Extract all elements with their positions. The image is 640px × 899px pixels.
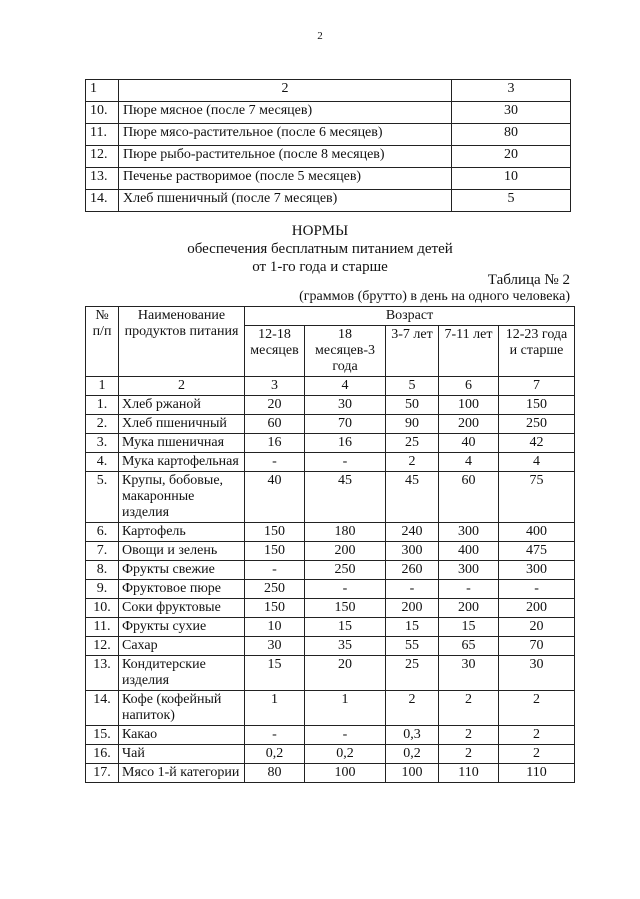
row-number: 16. bbox=[86, 745, 119, 764]
product-name: Кондитерские изделия bbox=[119, 656, 245, 691]
norm-value: 100 bbox=[386, 764, 439, 783]
norm-value: 20 bbox=[305, 656, 386, 691]
product-name: Мясо 1-й категории bbox=[119, 764, 245, 783]
norm-value: 4 bbox=[499, 453, 575, 472]
norm-value: 0,2 bbox=[305, 745, 386, 764]
row-number: 1. bbox=[86, 396, 119, 415]
product-name: Печенье растворимое (после 5 месяцев) bbox=[119, 168, 452, 190]
table-header-row bbox=[86, 80, 571, 102]
norm-value: 2 bbox=[386, 453, 439, 472]
row-number: 2. bbox=[86, 415, 119, 434]
row-number: 17. bbox=[86, 764, 119, 783]
table-row bbox=[86, 745, 575, 764]
product-name: Мука картофельная bbox=[119, 453, 245, 472]
norm-value: 15 bbox=[245, 656, 305, 691]
header-cell: 3 bbox=[452, 80, 571, 102]
norm-value: 15 bbox=[305, 618, 386, 637]
row-number: 10. bbox=[86, 599, 119, 618]
norm-value: - bbox=[245, 453, 305, 472]
page-number: 2 bbox=[317, 30, 323, 42]
norm-value: 2 bbox=[499, 745, 575, 764]
index-cell: 2 bbox=[119, 377, 245, 396]
norm-value: 55 bbox=[386, 637, 439, 656]
table-row bbox=[86, 691, 575, 726]
table-row bbox=[86, 523, 575, 542]
norm-value: - bbox=[305, 453, 386, 472]
product-name: Фрукты сухие bbox=[119, 618, 245, 637]
norm-value: 0,3 bbox=[386, 726, 439, 745]
header-cell: 2 bbox=[119, 80, 452, 102]
norm-value: 20 bbox=[499, 618, 575, 637]
norm-value: 250 bbox=[499, 415, 575, 434]
row-number: 4. bbox=[86, 453, 119, 472]
norm-value: 80 bbox=[245, 764, 305, 783]
norm-value: 300 bbox=[439, 561, 499, 580]
norm-value: - bbox=[305, 726, 386, 745]
norm-value: 2 bbox=[439, 726, 499, 745]
table-row bbox=[86, 168, 571, 190]
product-name: Какао bbox=[119, 726, 245, 745]
row-number: 6. bbox=[86, 523, 119, 542]
norm-value: - bbox=[305, 580, 386, 599]
product-name: Хлеб ржаной bbox=[119, 396, 245, 415]
norm-value: 2 bbox=[439, 745, 499, 764]
product-name: Хлеб пшеничный (после 7 месяцев) bbox=[119, 190, 452, 212]
norm-value: 42 bbox=[499, 434, 575, 453]
product-name: Сахар bbox=[119, 637, 245, 656]
norm-value: 60 bbox=[245, 415, 305, 434]
norm-value: 475 bbox=[499, 542, 575, 561]
norm-value: 400 bbox=[439, 542, 499, 561]
norm-value: 1 bbox=[245, 691, 305, 726]
norm-value: 2 bbox=[499, 726, 575, 745]
product-name: Фруктовое пюре bbox=[119, 580, 245, 599]
norm-value: 400 bbox=[499, 523, 575, 542]
index-cell: 3 bbox=[245, 377, 305, 396]
norm-value: 16 bbox=[245, 434, 305, 453]
product-name: Овощи и зелень bbox=[119, 542, 245, 561]
table-row bbox=[86, 764, 575, 783]
norm-value: 2 bbox=[499, 691, 575, 726]
product-name: Картофель bbox=[119, 523, 245, 542]
product-name: Крупы, бобовые, макаронные изделия bbox=[119, 472, 245, 523]
row-number: 15. bbox=[86, 726, 119, 745]
norm-value: 100 bbox=[439, 396, 499, 415]
norm-value: 30 bbox=[305, 396, 386, 415]
index-cell: 4 bbox=[305, 377, 386, 396]
row-number: 8. bbox=[86, 561, 119, 580]
header-age-group: 3-7 лет bbox=[386, 326, 439, 377]
row-number: 10. bbox=[86, 102, 119, 124]
product-name: Мука пшеничная bbox=[119, 434, 245, 453]
norm-value: 100 bbox=[305, 764, 386, 783]
table-row bbox=[86, 618, 575, 637]
product-name: Соки фруктовые bbox=[119, 599, 245, 618]
table-row bbox=[86, 453, 575, 472]
norm-value: 180 bbox=[305, 523, 386, 542]
norm-value: 2 bbox=[386, 691, 439, 726]
norm-value: 60 bbox=[439, 472, 499, 523]
row-number: 13. bbox=[86, 656, 119, 691]
norm-value: - bbox=[245, 561, 305, 580]
norm-value: 15 bbox=[439, 618, 499, 637]
norm-value: 200 bbox=[439, 599, 499, 618]
product-value: 80 bbox=[452, 124, 571, 146]
table-continuation bbox=[85, 79, 571, 212]
table-row bbox=[86, 434, 575, 453]
index-cell: 1 bbox=[86, 377, 119, 396]
norm-value: 30 bbox=[499, 656, 575, 691]
product-name: Пюре мясное (после 7 месяцев) bbox=[119, 102, 452, 124]
norm-value: 150 bbox=[305, 599, 386, 618]
table-row bbox=[86, 599, 575, 618]
norm-value: 110 bbox=[499, 764, 575, 783]
product-name: Пюре мясо-растительное (после 6 месяцев) bbox=[119, 124, 452, 146]
norm-value: 150 bbox=[499, 396, 575, 415]
index-cell: 6 bbox=[439, 377, 499, 396]
table-row bbox=[86, 190, 571, 212]
units-note: (граммов (брутто) в день на одного человека) bbox=[299, 289, 570, 304]
row-number: 5. bbox=[86, 472, 119, 523]
norm-value: 25 bbox=[386, 434, 439, 453]
row-number: 12. bbox=[86, 146, 119, 168]
norms-table bbox=[85, 306, 575, 783]
norm-value: 4 bbox=[439, 453, 499, 472]
norm-value: 70 bbox=[499, 637, 575, 656]
product-name: Фрукты свежие bbox=[119, 561, 245, 580]
product-value: 10 bbox=[452, 168, 571, 190]
header-age-group: 12-18 месяцев bbox=[245, 326, 305, 377]
table-row bbox=[86, 656, 575, 691]
product-value: 20 bbox=[452, 146, 571, 168]
norm-value: 20 bbox=[245, 396, 305, 415]
norm-value: 10 bbox=[245, 618, 305, 637]
product-name: Хлеб пшеничный bbox=[119, 415, 245, 434]
index-cell: 7 bbox=[499, 377, 575, 396]
norm-value: 30 bbox=[245, 637, 305, 656]
table-row bbox=[86, 637, 575, 656]
norm-value: 90 bbox=[386, 415, 439, 434]
norm-value: 200 bbox=[305, 542, 386, 561]
norm-value: 1 bbox=[305, 691, 386, 726]
norm-value: 200 bbox=[439, 415, 499, 434]
norm-value: 50 bbox=[386, 396, 439, 415]
norm-value: 70 bbox=[305, 415, 386, 434]
product-value: 30 bbox=[452, 102, 571, 124]
table-row bbox=[86, 580, 575, 599]
norms-subtitle-age: от 1-го года и старше bbox=[252, 259, 388, 275]
product-name: Пюре рыбо-растительное (после 8 месяцев) bbox=[119, 146, 452, 168]
product-name: Кофе (кофейный напиток) bbox=[119, 691, 245, 726]
product-name: Чай bbox=[119, 745, 245, 764]
norm-value: 16 bbox=[305, 434, 386, 453]
table-header-row bbox=[86, 307, 575, 326]
norm-value: 250 bbox=[305, 561, 386, 580]
product-value: 5 bbox=[452, 190, 571, 212]
norm-value: 15 bbox=[386, 618, 439, 637]
norm-value: 150 bbox=[245, 523, 305, 542]
norm-value: 45 bbox=[386, 472, 439, 523]
row-number: 11. bbox=[86, 124, 119, 146]
norm-value: 200 bbox=[386, 599, 439, 618]
norm-value: - bbox=[439, 580, 499, 599]
norm-value: 35 bbox=[305, 637, 386, 656]
norms-subtitle: обеспечения бесплатным питанием детей bbox=[187, 241, 453, 257]
row-number: 7. bbox=[86, 542, 119, 561]
header-cell: 1 bbox=[86, 80, 119, 102]
norm-value: 0,2 bbox=[386, 745, 439, 764]
header-product-name: Наименование продуктов питания bbox=[119, 307, 245, 377]
norm-value: 110 bbox=[439, 764, 499, 783]
norm-value: 300 bbox=[386, 542, 439, 561]
norm-value: 250 bbox=[245, 580, 305, 599]
norm-value: 40 bbox=[439, 434, 499, 453]
row-number: 3. bbox=[86, 434, 119, 453]
row-number: 9. bbox=[86, 580, 119, 599]
norm-value: 25 bbox=[386, 656, 439, 691]
norm-value: - bbox=[245, 726, 305, 745]
norm-value: 300 bbox=[499, 561, 575, 580]
header-age-group: 18 месяцев-3 года bbox=[305, 326, 386, 377]
header-age: Возраст bbox=[245, 307, 575, 326]
row-number: 13. bbox=[86, 168, 119, 190]
table-row bbox=[86, 472, 575, 523]
norm-value: 65 bbox=[439, 637, 499, 656]
norm-value: 30 bbox=[439, 656, 499, 691]
table-row bbox=[86, 146, 571, 168]
header-number: № п/п bbox=[86, 307, 119, 377]
table-number: Таблица № 2 bbox=[487, 272, 570, 288]
norm-value: 300 bbox=[439, 523, 499, 542]
row-number: 14. bbox=[86, 691, 119, 726]
row-number: 14. bbox=[86, 190, 119, 212]
table-index-row bbox=[86, 377, 575, 396]
row-number: 12. bbox=[86, 637, 119, 656]
norm-value: 0,2 bbox=[245, 745, 305, 764]
norm-value: 200 bbox=[499, 599, 575, 618]
table-row bbox=[86, 396, 575, 415]
table-row bbox=[86, 102, 571, 124]
header-age-group: 12-23 года и старше bbox=[499, 326, 575, 377]
table-row bbox=[86, 542, 575, 561]
table-row bbox=[86, 415, 575, 434]
table-row bbox=[86, 561, 575, 580]
header-age-group: 7-11 лет bbox=[439, 326, 499, 377]
norm-value: 150 bbox=[245, 599, 305, 618]
norm-value: 40 bbox=[245, 472, 305, 523]
row-number: 11. bbox=[86, 618, 119, 637]
norms-title: НОРМЫ bbox=[291, 223, 349, 239]
index-cell: 5 bbox=[386, 377, 439, 396]
table-row bbox=[86, 124, 571, 146]
norm-value: 2 bbox=[439, 691, 499, 726]
norm-value: 150 bbox=[245, 542, 305, 561]
norm-value: - bbox=[386, 580, 439, 599]
norm-value: 45 bbox=[305, 472, 386, 523]
norm-value: 240 bbox=[386, 523, 439, 542]
table-row bbox=[86, 726, 575, 745]
norm-value: 260 bbox=[386, 561, 439, 580]
norm-value: 75 bbox=[499, 472, 575, 523]
norm-value: - bbox=[499, 580, 575, 599]
